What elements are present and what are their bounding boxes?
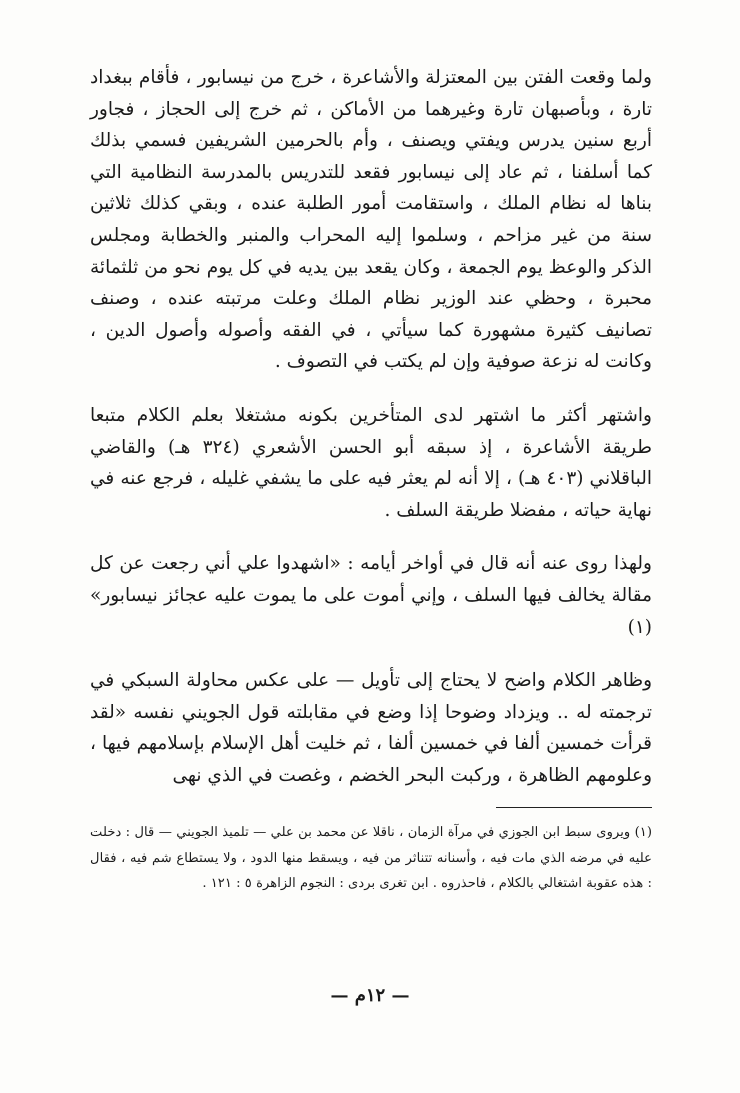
body-paragraph: واشتهر أكثر ما اشتهر لدى المتأخرين بكونه مشتغلا بعلم الكلام متبعا طريقة الأشاعرة ، إذ سبقه أبو الحسن الأشعري (٣٢٤ هـ) والقاضي الباقلاني (٤٠٣ هـ) ، إلا أنه لم يعثر فيه على ما يشفي غليله ، فرجع عنه في نهاية حياته ، مفضلا طريقة السلف . bbox=[90, 404, 652, 521]
body-paragraph: ولما وقعت الفتن بين المعتزلة والأشاعرة ، خرج من نيسابور ، فأقام ببغداد تارة ، وبأصبهان تارة وغيرهما من الأماكن ، ثم خرج إلى الحجاز ، فجاور أربع سنين يدرس ويفتي ويصنف ، وأم بالحرمين الشريفين فسمي بذلك كما أسلفنا ، ثم عاد إلى نيسابور فقعد للتدريس بالمدرسة النظامية التي بناها له نظام الملك ، واستقامت أمور الطلبة عنده ، وبقي كذلك ثلاثين سنة من غير مزاحم ، وسلموا إليه المحراب والمنبر والخطابة ومجلس الذكر والوعظ يوم الجمعة ، وكان يقعد بين يديه في كل يوم نحو من ثلثمائة محبرة ، وحظي عند الوزير نظام الملك وعلت مرتبته عنده ، وصنف تصانيف كثيرة مشهورة كما سيأتي ، في الفقه وأصوله وأصول الدين ، وكانت له نزعة صوفية وإن لم يكتب في التصوف . bbox=[90, 67, 652, 373]
footnote-divider bbox=[496, 807, 652, 808]
body-paragraph: ولهذا روى عنه أنه قال في أواخر أيامه : «اشهدوا علي أني رجعت عن كل مقالة يخالف فيها السلف ، وإني أموت على ما يموت عليه عجائز نيسابور» (١) bbox=[90, 553, 652, 638]
body-paragraph: وظاهر الكلام واضح لا يحتاج إلى تأويل — على عكس محاولة السبكي في ترجمته له .. ويزداد وضوحا إذا وضع في مقابلته قول الجويني نفسه «لقد قرأت خمسين ألفا في خمسين ألفا ، ثم خليت أهل الإسلام بإسلامهم فيها ، وعلومهم الظاهرة ، وركبت البحر الخضم ، وغصت في الذي نهى bbox=[90, 670, 652, 786]
footnote: (١) ويروى سبط ابن الجوزي في مرآة الزمان ، ناقلا عن محمد بن علي — تلميذ الجويني — قال : دخلت عليه في مرضه الذي مات فيه ، وأسنانه تتناثر من فيه ، ويسقط منها الدود ، ولا يستطاع شم فيه ، فقال : هذه عقوبة اشتغالي بالكلام ، فاحذروه . ابن تغرى بردى : النجوم الزاهرة ٥ : ١٢١ . bbox=[90, 825, 652, 892]
page-number: — ١٢م — bbox=[330, 985, 410, 1006]
